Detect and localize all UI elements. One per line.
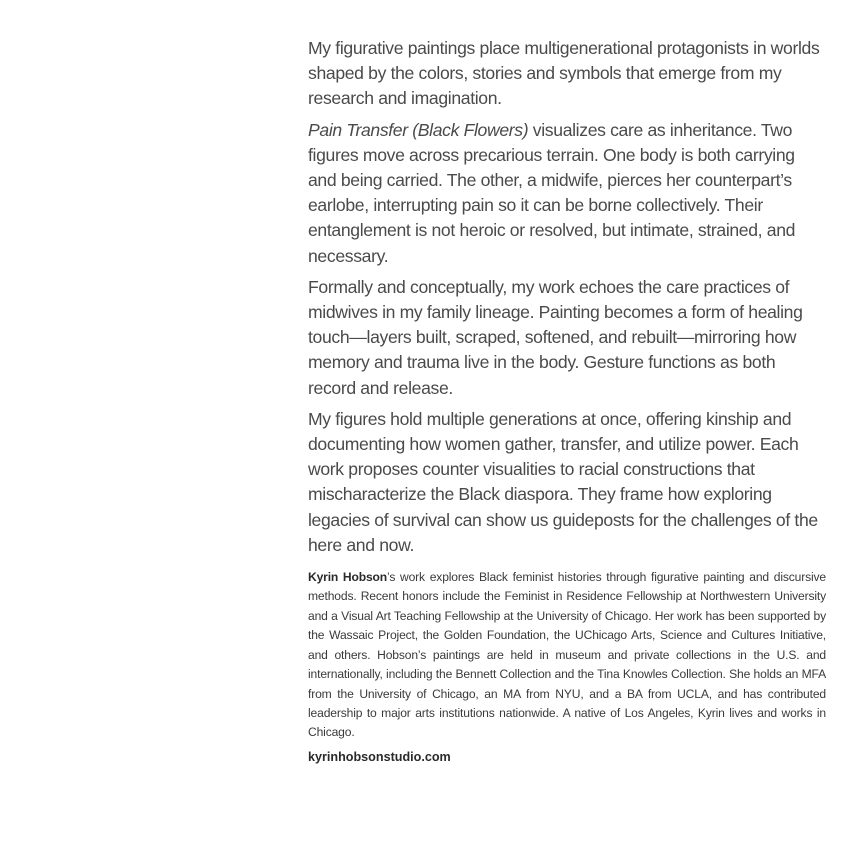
artist-bio-text: ’s work explores Black feminist histories through figurative painting and discursive methods. Recent honors include the Feminist in Residence Fellowship at Northwestern University and a Visual Art Teaching Fellowship at the University of Chicago. Her work has been supported by the Wassaic Project, the Golden Foundation, the UChicago Arts, Science and Cultures Initiative, and others. Hobson’s paintings are held in museum and private collections in the U.S. and internationally, including the Bennett Collection and the Tina Knowles Collection. She holds an MFA from the University of Chicago, an MA from NYU, and a BA from UCLA, and has contributed leadership to major arts institutions nationwide. A native of Los Angeles, Kyrin lives and works in Chicago. bbox=[308, 570, 827, 740]
statement-paragraph-3: Formally and conceptually, my work echoes the care practices of midwives in my family lineage. Painting becomes a form of healing touch—layers built, scraped, softened, and rebuilt—mirroring how memory and trauma live in the body. Gesture functions as both record and release. bbox=[308, 276, 803, 398]
website-link[interactable]: kyrinhobsonstudio.com bbox=[308, 749, 451, 764]
statement-paragraph-4: My figures hold multiple generations at once, offering kinship and documenting how women gather, transfer, and utilize power. Each work proposes counter visualities to racial constructions that mischaracterize the Black diaspora. They frame how exploring legacies of survival can show us guideposts for the challenges of the here and now. bbox=[308, 408, 818, 555]
artist-statement-column bbox=[308, 36, 826, 766]
statement-paragraph-2 bbox=[308, 118, 826, 269]
artist-bio bbox=[308, 568, 826, 743]
artwork-title: Pain Transfer (Black Flowers) bbox=[308, 119, 529, 140]
artist-name: Kyrin Hobson bbox=[308, 570, 388, 585]
statement-paragraph-2-text: visualizes care as inheritance. Two figures move across precarious terrain. One body is both carrying and being carried. The other, a midwife, pierces her counterpart’s earlobe, interrupting pain so it can be borne collectively. Their entanglement is not heroic or resolved, but intimate, strained, and necessary. bbox=[308, 119, 796, 266]
statement-paragraph-1: My figurative paintings place multigenerational protagonists in worlds shaped by the colors, stories and symbols that emerge from my research and imagination. bbox=[308, 38, 820, 109]
